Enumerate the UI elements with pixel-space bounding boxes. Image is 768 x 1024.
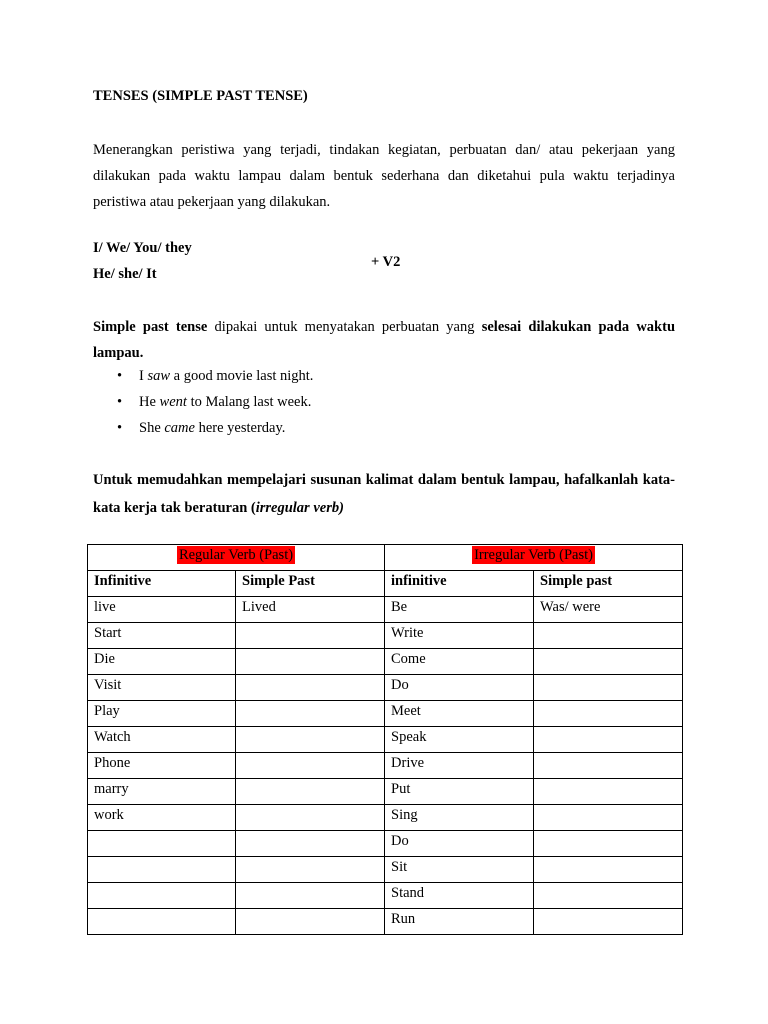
table-cell: Was/ were [534, 597, 683, 623]
hint-term: irregular verb) [255, 500, 344, 516]
table-cell: Watch [88, 727, 236, 753]
table-cell: Speak [385, 727, 534, 753]
table-cell [534, 675, 683, 701]
irregular-verb-header: Irregular Verb (Past) [385, 545, 683, 571]
table-cell [88, 909, 236, 935]
regular-verb-header: Regular Verb (Past) [88, 545, 385, 571]
table-cell [236, 675, 385, 701]
table-row [88, 857, 683, 883]
table-cell [88, 883, 236, 909]
table-cell: Sit [385, 857, 534, 883]
table-cell: Be [385, 597, 534, 623]
example-verb: came [164, 420, 195, 436]
table-row [88, 909, 683, 935]
table-cell: Die [88, 649, 236, 675]
table-cell: Play [88, 701, 236, 727]
table-cell: Visit [88, 675, 236, 701]
column-header: infinitive [385, 571, 534, 597]
table-row [88, 753, 683, 779]
table-row [88, 831, 683, 857]
table-cell [534, 701, 683, 727]
table-cell: Put [385, 779, 534, 805]
table-cell [236, 753, 385, 779]
hint-paragraph: Untuk memudahkan mempelajari susunan kalimat dalam bentuk lampau, hafalkanlah kata-kata kerja tak beraturan (irregular verb) [93, 472, 675, 516]
table-cell [236, 779, 385, 805]
table-cell [534, 753, 683, 779]
table-cell: live [88, 597, 236, 623]
example-item: • He went to Malang last week. [93, 392, 313, 418]
table-cell [534, 623, 683, 649]
example-list [93, 366, 313, 444]
table-cell [236, 883, 385, 909]
table-cell: work [88, 805, 236, 831]
table-cell: Run [385, 909, 534, 935]
example-verb: went [159, 394, 187, 410]
table-cell: Sing [385, 805, 534, 831]
table-cell [236, 831, 385, 857]
table-cell [236, 623, 385, 649]
table-cell [534, 883, 683, 909]
usage-text: dipakai untuk menyatakan perbuatan yang [207, 319, 482, 335]
table-cell: Come [385, 649, 534, 675]
table-cell: marry [88, 779, 236, 805]
example-item: • She came here yesterday. [93, 418, 313, 444]
table-cell [88, 831, 236, 857]
table-row [88, 649, 683, 675]
table-cell: Drive [385, 753, 534, 779]
table-row [88, 727, 683, 753]
table-cell [236, 805, 385, 831]
table-cell [88, 857, 236, 883]
table-row [88, 883, 683, 909]
table-cell [236, 701, 385, 727]
table-cell: Stand [385, 883, 534, 909]
subjects-plural: I/ We/ You/ they [93, 240, 192, 256]
table-cell [236, 857, 385, 883]
table-cell [534, 805, 683, 831]
table-row [88, 675, 683, 701]
table-row [88, 779, 683, 805]
table-cell [236, 727, 385, 753]
group-header-row [88, 545, 683, 571]
usage-paragraph [93, 314, 675, 366]
table-row [88, 623, 683, 649]
table-cell [534, 909, 683, 935]
table-cell [236, 909, 385, 935]
table-row [88, 701, 683, 727]
table-cell [534, 857, 683, 883]
table-cell: Meet [385, 701, 534, 727]
table-cell: Phone [88, 753, 236, 779]
verb-form: + V2 [371, 254, 401, 270]
column-header: Simple past [534, 571, 683, 597]
column-header: Infinitive [88, 571, 236, 597]
column-header-row [88, 571, 683, 597]
table-cell: Do [385, 831, 534, 857]
table-cell [534, 727, 683, 753]
subjects-singular: He/ she/ It [93, 266, 157, 282]
table-cell: Start [88, 623, 236, 649]
table-cell: Do [385, 675, 534, 701]
usage-term: Simple past tense [93, 319, 208, 335]
table-cell: Lived [236, 597, 385, 623]
table-cell [534, 779, 683, 805]
table-cell [534, 831, 683, 857]
verb-table [87, 544, 683, 935]
column-header: Simple Past [236, 571, 385, 597]
example-verb: saw [147, 368, 171, 384]
table-cell [236, 649, 385, 675]
example-item: • I saw a good movie last night. [93, 366, 313, 392]
usage-emphasis: selesai dilakukan pada waktu lampau. [93, 319, 676, 361]
table-row [88, 597, 683, 623]
page-title: TENSES (SIMPLE PAST TENSE) [93, 88, 308, 104]
table-cell: Write [385, 623, 534, 649]
table-cell [534, 649, 683, 675]
table-row [88, 805, 683, 831]
intro-paragraph: Menerangkan peristiwa yang terjadi, tindakan kegiatan, perbuatan dan/ atau pekerjaan yang dilakukan pada waktu lampau dalam bentuk sederhana dan diketahui pula waktu terjadinya peristiwa atau pekerjaan yang dilakukan. [93, 142, 675, 210]
